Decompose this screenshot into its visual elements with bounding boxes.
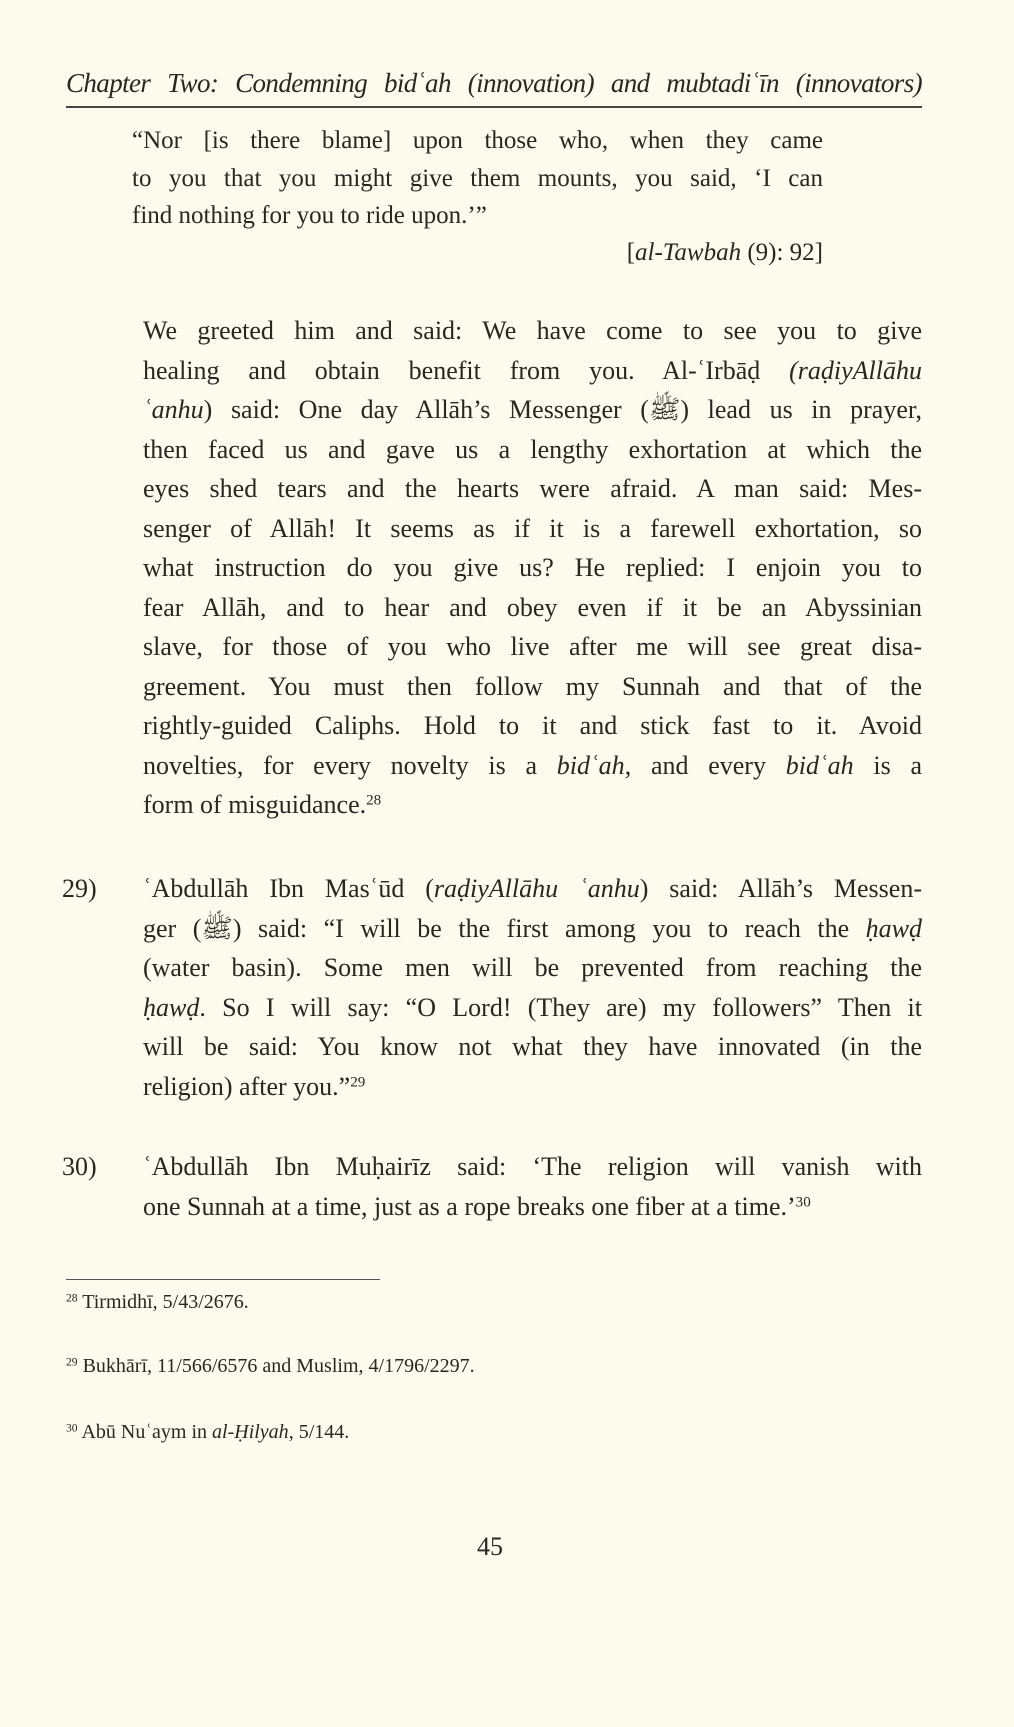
footnote-marker: 29 <box>66 1355 78 1369</box>
text-line <box>132 160 823 198</box>
text-run: We greeted him and said: We have come to see you to give <box>143 316 922 345</box>
header-rule <box>66 106 922 108</box>
italic-text: bidʿah <box>785 750 854 780</box>
text-run: Bukhārī, 11/566/6576 and Muslim, 4/1796/2297. <box>77 1355 475 1377</box>
text-run: one Sunnah at a time, just as a rope breaks one fiber at a time.’ <box>143 1191 796 1221</box>
text-run: healing and obtain benefit from you. Al-ʿIrbāḍ <box>143 355 790 385</box>
text-run: senger of Allāh! It seems as if it is a farewell exhortation, so <box>143 513 922 543</box>
text-line <box>143 746 922 786</box>
text-run: rightly-guided Caliphs. Hold to it and stick fast to it. Avoid <box>143 711 922 740</box>
text-run: , 5/144. <box>288 1421 350 1443</box>
text-line <box>143 311 922 351</box>
text-run: ) said: Allāh’s Messen- <box>639 874 922 903</box>
text-run: form of misguidance. <box>143 790 367 819</box>
text-run: religion) after you.” <box>143 1071 351 1101</box>
text-line <box>143 627 922 667</box>
footnote <box>66 1417 349 1447</box>
text-run: what instruction do you give us? He replied: I enjoin you to <box>143 553 922 582</box>
quran-quote <box>132 122 823 235</box>
italic-text: ḥawḍ <box>865 913 923 943</box>
text-line <box>132 122 823 160</box>
text-line <box>143 390 922 430</box>
text-run: “Nor [is there blame] upon those who, when they came <box>132 127 823 154</box>
italic-text: raḍiyAllāhu ʿanhu <box>433 874 640 903</box>
text-run: ) said: One day Allāh’s Messenger (ﷺ) lead us in prayer, <box>203 395 922 424</box>
quote-citation <box>132 234 823 272</box>
text-line <box>143 1147 922 1187</box>
text-line <box>143 1027 922 1067</box>
text-run: novelties, for every novelty is a <box>143 750 557 780</box>
text-line <box>143 588 922 628</box>
text-run: [ <box>626 239 636 266</box>
italic-text: bidʿah <box>556 750 625 780</box>
text-line <box>143 509 922 549</box>
text-run: ʿAbdullāh Ibn Masʿūd ( <box>143 874 434 903</box>
italic-text: al-Ḥilyah <box>212 1421 289 1443</box>
text-line <box>143 667 922 707</box>
body-paragraph <box>143 311 922 825</box>
text-run: then faced us and gave us a lengthy exhortation at which the <box>143 434 922 464</box>
footnote-marker: 28 <box>66 1291 78 1305</box>
text-line <box>143 1187 922 1227</box>
numbered-item <box>143 1147 922 1226</box>
text-run: ger (ﷺ) said: “I will be the first among you to reach the <box>143 913 866 943</box>
item-number: 29) <box>62 874 97 903</box>
footnote-rule <box>66 1279 380 1280</box>
text-run: , and every <box>624 750 786 780</box>
footnote-marker: 28 <box>366 792 382 809</box>
italic-text: ḥawḍ <box>143 992 200 1022</box>
footnote-marker: 29 <box>350 1074 366 1091</box>
text-line <box>143 948 922 988</box>
text-run: fear Allāh, and to hear and obey even if it be an Abyssinian <box>143 592 922 622</box>
text-run: will be said: You know not what they have innovated (in the <box>143 1032 922 1061</box>
text-run: find nothing for you to ride upon.’” <box>132 202 487 229</box>
text-run: to you that you might give them mounts, you said, ‘I can <box>132 164 823 192</box>
text-line <box>143 909 922 949</box>
footnote-marker: 30 <box>66 1421 78 1435</box>
text-line <box>143 351 922 391</box>
italic-text: al-Tawbah <box>635 239 742 266</box>
footnote-marker: 30 <box>795 1194 811 1211</box>
text-run: Abū Nuʿaym in <box>77 1421 213 1443</box>
text-line <box>143 1067 922 1107</box>
text-line <box>132 197 823 235</box>
italic-text: ʿanhu <box>143 395 204 424</box>
text-run: is a <box>853 750 922 780</box>
text-line <box>143 469 922 509</box>
running-header: Chapter Two: Condemning bidʿah (innovation) and mubtadiʿīn (innovators) <box>66 68 922 98</box>
item-number: 30) <box>62 1152 97 1181</box>
text-run: Tirmidhī, 5/43/2676. <box>77 1291 249 1313</box>
italic-text: (raḍiyAllāhu <box>789 355 922 385</box>
page-number: 45 <box>477 1532 503 1561</box>
footnote <box>66 1287 249 1317</box>
text-run: . So I will say: “O Lord! (They are) my followers” Then it <box>199 992 922 1022</box>
text-run: (water basin). Some men will be prevented from reaching the <box>143 953 922 982</box>
footnote <box>66 1351 475 1381</box>
numbered-item <box>143 869 922 1106</box>
text-run: ʿAbdullāh Ibn Muḥairīz said: ‘The religion will vanish with <box>143 1152 922 1181</box>
text-line <box>143 548 922 588</box>
text-line <box>143 706 922 746</box>
text-line <box>143 785 922 825</box>
text-line <box>143 430 922 470</box>
text-run: eyes shed tears and the hearts were afraid. A man said: Mes- <box>143 474 922 503</box>
text-run: slave, for those of you who live after me will see great disa- <box>143 632 922 661</box>
text-run: greement. You must then follow my Sunnah and that of the <box>143 671 922 701</box>
text-line <box>143 869 922 909</box>
text-line <box>143 988 922 1028</box>
text-run: (9): 92] <box>741 239 823 266</box>
